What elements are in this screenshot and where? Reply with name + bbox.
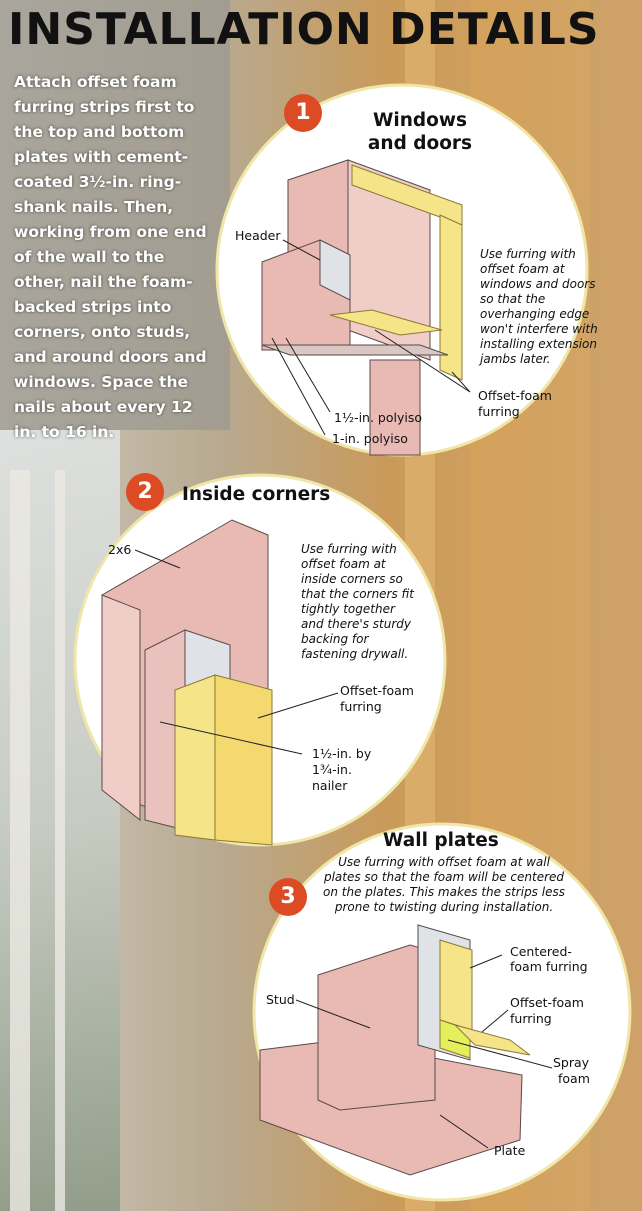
label-offset-foam-2: furring (478, 404, 520, 419)
label-polyiso-1: 1-in. polyiso (332, 431, 408, 446)
label-spray-foam-2: foam (558, 1071, 590, 1086)
label-header: Header (235, 228, 281, 243)
label-offset-foam-p2-1: Offset-foam (340, 683, 414, 698)
label-nailer-1: 1½-in. by (312, 746, 372, 761)
label-offset-foam-p2-2: furring (340, 699, 382, 714)
label-stud: Stud (266, 992, 295, 1007)
panel-3-heading: Wall plates (383, 830, 499, 851)
label-spray-foam-1: Spray (553, 1055, 590, 1070)
label-offset-foam-p3-1: Offset-foam (510, 995, 584, 1010)
panel-3-number-badge: 3 (269, 878, 307, 916)
label-nailer-3: nailer (312, 778, 348, 793)
panel-1-number-badge: 1 (284, 94, 322, 132)
label-offset-foam-1: Offset-foam (478, 388, 552, 403)
label-polyiso-1-5: 1½-in. polyiso (334, 410, 423, 425)
panel-2-heading: Inside corners (182, 484, 331, 505)
intro-text: Attach offset foam furring strips first to the top and bottom plates with cement-coated 3½-in. ring-shank nails. Then, working from one end of the wall to the other, nail the foam-backed strips into corners, onto studs, and around doors and windows. Space the nails about every 12 in. to 16 in. (14, 73, 207, 441)
panel-2-number-badge: 2 (126, 473, 164, 511)
label-centered-foam-1: Centered- (510, 944, 572, 959)
panel-1-heading-line-1: Windows (373, 110, 467, 131)
label-centered-foam-2: foam furring (510, 959, 588, 974)
label-2x6: 2x6 (108, 542, 132, 557)
label-plate: Plate (494, 1143, 526, 1158)
label-offset-foam-p3-2: furring (510, 1011, 552, 1026)
label-nailer-2: 1¾-in. (312, 762, 352, 777)
panel-2-note: Use furring with offset foam at inside corners so that the corners fit tightly together and there's sturdy backing for fastening drywall. (301, 542, 415, 661)
panel-1-heading-line-2: and doors (367, 133, 473, 154)
panel-3-note: Use furring with offset foam at wall plates so that the foam will be centered on the plates. This makes the strips less prone to twisting during installation. (323, 855, 565, 914)
panel-1-note: Use furring with offset foam at windows and doors so that the overhanging edge won't interfere with installing extension jambs later. (480, 247, 598, 366)
page-title: INSTALLATION DETAILS (8, 4, 600, 55)
